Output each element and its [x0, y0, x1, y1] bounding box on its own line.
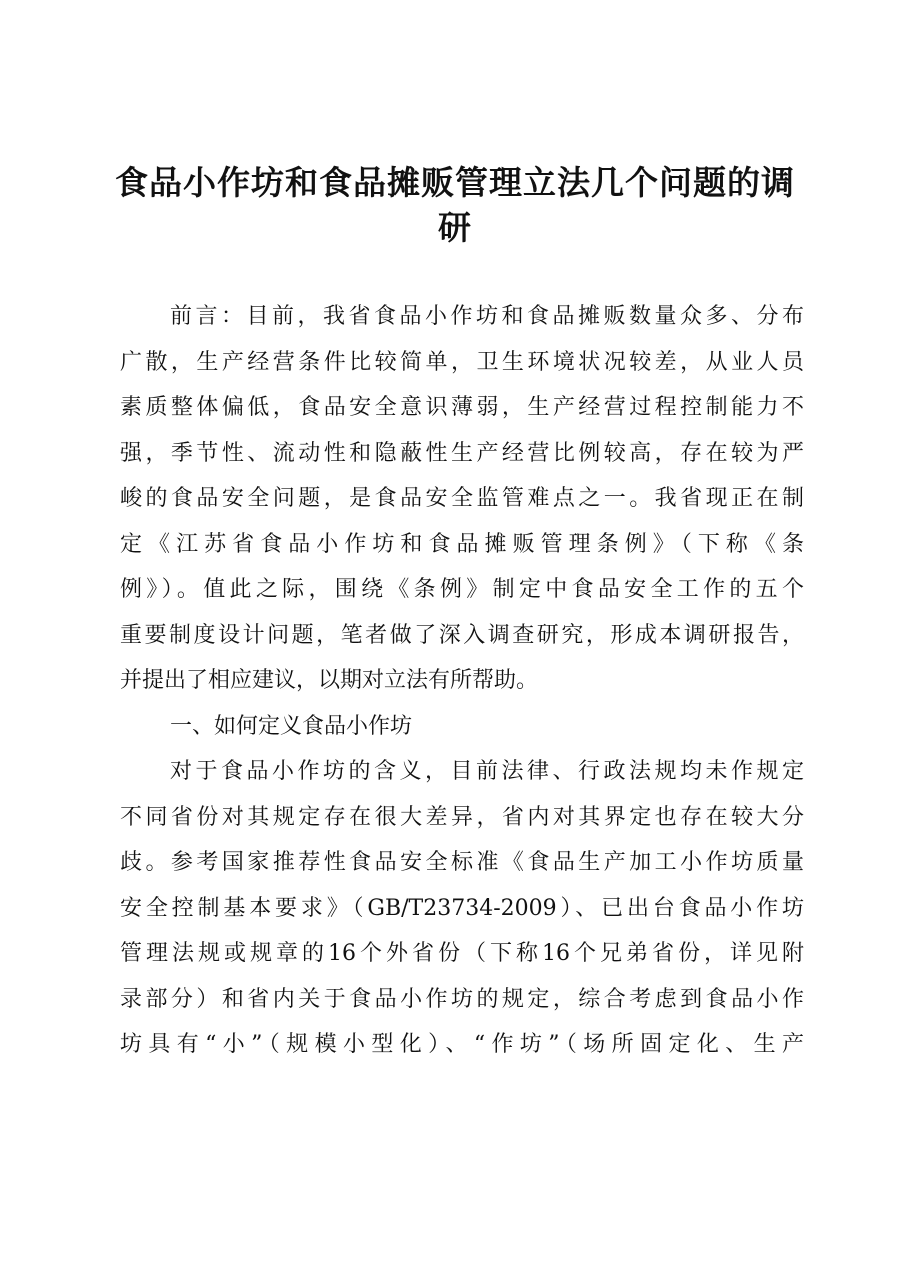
paragraph-line: 素质整体偏低，食品安全意识薄弱，生产经营过程控制能力不: [120, 395, 804, 420]
paragraph-line: 例》）。值此之际，围绕《条例》制定中食品安全工作的五个: [120, 577, 804, 602]
paragraph-line: 广散，生产经营条件比较简单，卫生环境状况较差，从业人员: [120, 349, 804, 375]
paragraph-line: 峻的食品安全问题，是食品安全监管难点之一。我省现正在制: [120, 486, 804, 511]
paragraph-line: 坊具有“小”（规模小型化）、“作坊”（场所固定化、生产: [120, 1032, 804, 1057]
document-title: [110, 160, 800, 250]
document-body: [120, 294, 804, 1068]
paragraph-line: 重要制度设计问题，笔者做了深入调查研究，形成本调研报告，: [120, 622, 804, 648]
paragraph-line: 录部分）和省内关于食品小作坊的规定，综合考虑到食品小作: [120, 986, 804, 1012]
paragraph-line: 定《江苏省食品小作坊和食品摊贩管理条例》（下称《条: [120, 531, 804, 557]
section-heading: 一、如何定义食品小作坊: [170, 713, 413, 739]
paragraph-line: 安全控制基本要求》（GB/T23734-2009）、已出台食品小作坊: [120, 895, 804, 921]
paragraph-line: 歧。参考国家推荐性食品安全标准《食品生产加工小作坊质量: [120, 850, 804, 875]
paragraph-line: 前言：目前，我省食品小作坊和食品摊贩数量众多、分布: [170, 304, 804, 329]
paragraph-line: 管理法规或规章的16个外省份（下称16个兄弟省份，详见附: [120, 941, 804, 966]
paragraph-line: 并提出了相应建议，以期对立法有所帮助。: [120, 668, 539, 693]
title-line: 研: [438, 208, 472, 247]
paragraph-line: 对于食品小作坊的含义，目前法律、行政法规均未作规定: [170, 759, 804, 784]
title-line: 食品小作坊和食品摊贩管理立法几个问题的调: [115, 163, 795, 202]
paragraph-line: 强，季节性、流动性和隐蔽性生产经营比例较高，存在较为严: [120, 440, 804, 466]
paragraph-line: 不同省份对其规定存在很大差异，省内对其界定也存在较大分: [120, 804, 804, 830]
